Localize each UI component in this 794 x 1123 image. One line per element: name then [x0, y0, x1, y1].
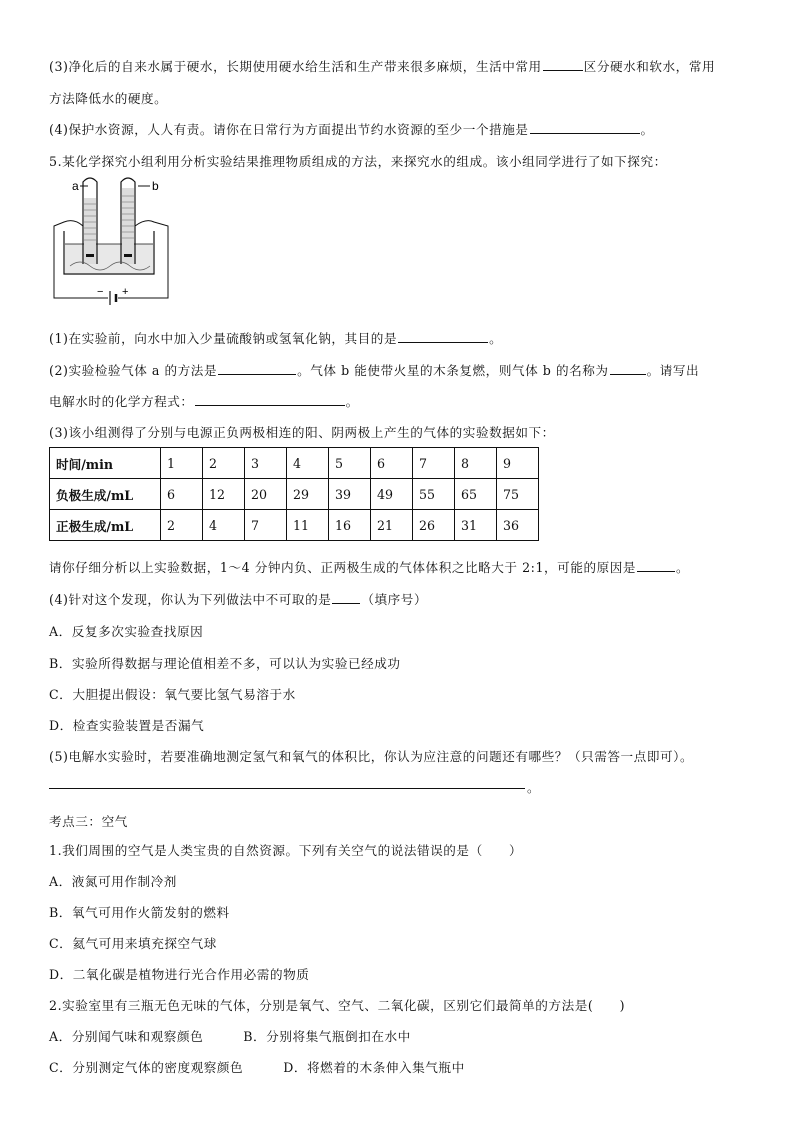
table-cell: 36 [497, 510, 539, 541]
beaker-water [65, 244, 153, 273]
air-q1-option-a: A．液氮可用作制冷剂 [49, 874, 177, 889]
electrolysis-apparatus-diagram [50, 174, 185, 306]
table-cell: 5 [329, 448, 371, 479]
air-q2-option-a: A．分别闻气味和观察颜色 [49, 1029, 204, 1044]
label-a: a [72, 179, 79, 193]
table-cell: 12 [203, 479, 245, 510]
table-cell: 4 [287, 448, 329, 479]
part-2-text: (2)实验检验气体 a 的方法是 [49, 363, 218, 378]
table-cell: 31 [455, 510, 497, 541]
electrode-b [124, 254, 132, 257]
question-3-line-2 [49, 88, 167, 107]
electrode-a [86, 254, 94, 257]
table-cell: 16 [329, 510, 371, 541]
part-1-line: (1)在实验前，向水中加入少量硫酸钠或氢氧化钠，其目的是 。 [49, 331, 503, 346]
table-row [50, 510, 539, 541]
label-b: b [152, 179, 159, 193]
air-q2-option-d: D．将燃着的木条伸入集气瓶中 [283, 1060, 465, 1075]
question-3-text: (3)净化后的自来水属于硬水，长期使用硬水给生活和生产带来很多麻烦，生活中常用 [49, 59, 542, 74]
answer-blank[interactable] [637, 559, 675, 572]
table-cell: 2 [161, 510, 203, 541]
part-2-equation-prompt: 电解水时的化学方程式： [49, 394, 194, 409]
air-q2-option-b: B．分别将集气瓶倒扣在水中 [243, 1029, 411, 1044]
question-3-line-1 [49, 56, 715, 75]
air-q2-options-ab [49, 1026, 411, 1045]
gas-volume-table [49, 447, 539, 541]
air-question-2: 2.实验室里有三瓶无色无味的气体，分别是氧气、空气、二氧化碳，区别它们最简单的方法是( ) [49, 998, 626, 1013]
plus-sign: + [122, 286, 129, 298]
air-q2-option-c: C．分别测定气体的密度观察颜色 [49, 1060, 244, 1075]
table-cell: 39 [329, 479, 371, 510]
part-3-text: (3)该小组测得了分别与电源正负两极相连的阳、阴两极上产生的气体的实验数据如下： [49, 425, 555, 440]
part-4-option-d: D．检查实验装置是否漏气 [49, 718, 205, 733]
table-row-header: 负极生成/mL [50, 479, 161, 510]
table-cell: 9 [497, 448, 539, 479]
air-q1-option-b: B．氧气可用作火箭发射的燃料 [49, 905, 230, 920]
air-q1-option-d: D．二氧化碳是植物进行光合作用必需的物质 [49, 967, 310, 982]
part-4-text: (4)针对这个发现，你认为下列做法中不可取的是 [49, 592, 332, 607]
table-cell: 29 [287, 479, 329, 510]
part-4-line: (4)针对这个发现，你认为下列做法中不可取的是 （填序号） [49, 592, 428, 607]
part-4-option-a: A．反复多次实验查找原因 [49, 624, 204, 639]
part-5-line [49, 746, 693, 765]
table-cell: 65 [455, 479, 497, 510]
table-cell: 6 [371, 448, 413, 479]
table-cell: 6 [161, 479, 203, 510]
answer-blank[interactable] [530, 121, 640, 134]
answer-blank[interactable] [195, 393, 345, 406]
table-cell: 26 [413, 510, 455, 541]
air-q1-option-c: C．氦气可用来填充探空气球 [49, 936, 217, 951]
part-5-end: 。 [527, 780, 540, 795]
minus-sign: − [97, 286, 104, 298]
part-3-line [49, 422, 555, 441]
table-cell: 49 [371, 479, 413, 510]
table-cell: 21 [371, 510, 413, 541]
table-row [50, 479, 539, 510]
question-5-stem [49, 151, 667, 170]
table-cell: 11 [287, 510, 329, 541]
section-heading: 考点三：空气 [49, 814, 128, 829]
part-2-line-2: 电解水时的化学方程式： 。 [49, 394, 359, 409]
part-4-option-b: B．实验所得数据与理论值相差不多，可以认为实验已经成功 [49, 656, 401, 671]
question-5-text: 5.某化学探究小组利用分析实验结果推理物质组成的方法，来探究水的组成。该小组同学进行了如下探究： [49, 154, 667, 169]
question-4-text: (4)保护水资源，人人有责。请你在日常行为方面提出节约水资源的至少一个措施是 [49, 122, 529, 137]
answer-blank[interactable] [543, 58, 583, 71]
question-4-line: (4)保护水资源，人人有责。请你在日常行为方面提出节约水资源的至少一个措施是 。 [49, 122, 654, 137]
table-cell: 1 [161, 448, 203, 479]
part-5-text: (5)电解水实验时，若要准确地测定氢气和氧气的体积比，你认为应注意的问题还有哪些？（只需答一点即可）。 [49, 749, 694, 764]
table-cell: 75 [497, 479, 539, 510]
analysis-line: 请你仔细分析以上实验数据，1～4 分钟内负、正两极生成的气体体积之比略大于 2:1，可能的原因是 。 [49, 560, 690, 575]
part-4-option-c: C．大胆提出假设：氧气要比氢气易溶于水 [49, 687, 296, 702]
table-cell: 7 [413, 448, 455, 479]
part-1-text: (1)在实验前，向水中加入少量硫酸钠或氢氧化钠，其目的是 [49, 331, 398, 346]
table-cell: 8 [455, 448, 497, 479]
analysis-text: 请你仔细分析以上实验数据，1～4 分钟内负、正两极生成的气体体积之比略大于 2:1，可能的原因是 [49, 560, 637, 575]
table-cell: 55 [413, 479, 455, 510]
part-2-line-1: (2)实验检验气体 a 的方法是 。气体 b 能使带火星的木条复燃，则气体 b 的名称为 。请写出 [49, 363, 700, 378]
answer-blank[interactable] [610, 362, 646, 375]
table-row [50, 448, 539, 479]
answer-blank[interactable] [332, 591, 360, 604]
table-row-header: 正极生成/mL [50, 510, 161, 541]
table-cell: 4 [203, 510, 245, 541]
table-cell: 3 [245, 448, 287, 479]
question-3-text-cont: 区分硬水和软水，常用 [583, 59, 716, 74]
table-cell: 7 [245, 510, 287, 541]
part-2-text-cont: 。气体 b 能使带火星的木条复燃，则气体 b 的名称为 [297, 363, 609, 378]
table-cell: 20 [245, 479, 287, 510]
air-q2-options-cd [49, 1057, 465, 1076]
table-cell: 2 [203, 448, 245, 479]
answer-line[interactable] [49, 788, 525, 789]
table-row-header: 时间/min [50, 448, 161, 479]
question-3-text-end: 方法降低水的硬度。 [49, 91, 168, 106]
answer-blank[interactable] [398, 330, 488, 343]
answer-blank[interactable] [218, 362, 296, 375]
air-question-1: 1.我们周围的空气是人类宝贵的自然资源。下列有关空气的说法错误的是（ ） [49, 843, 523, 858]
